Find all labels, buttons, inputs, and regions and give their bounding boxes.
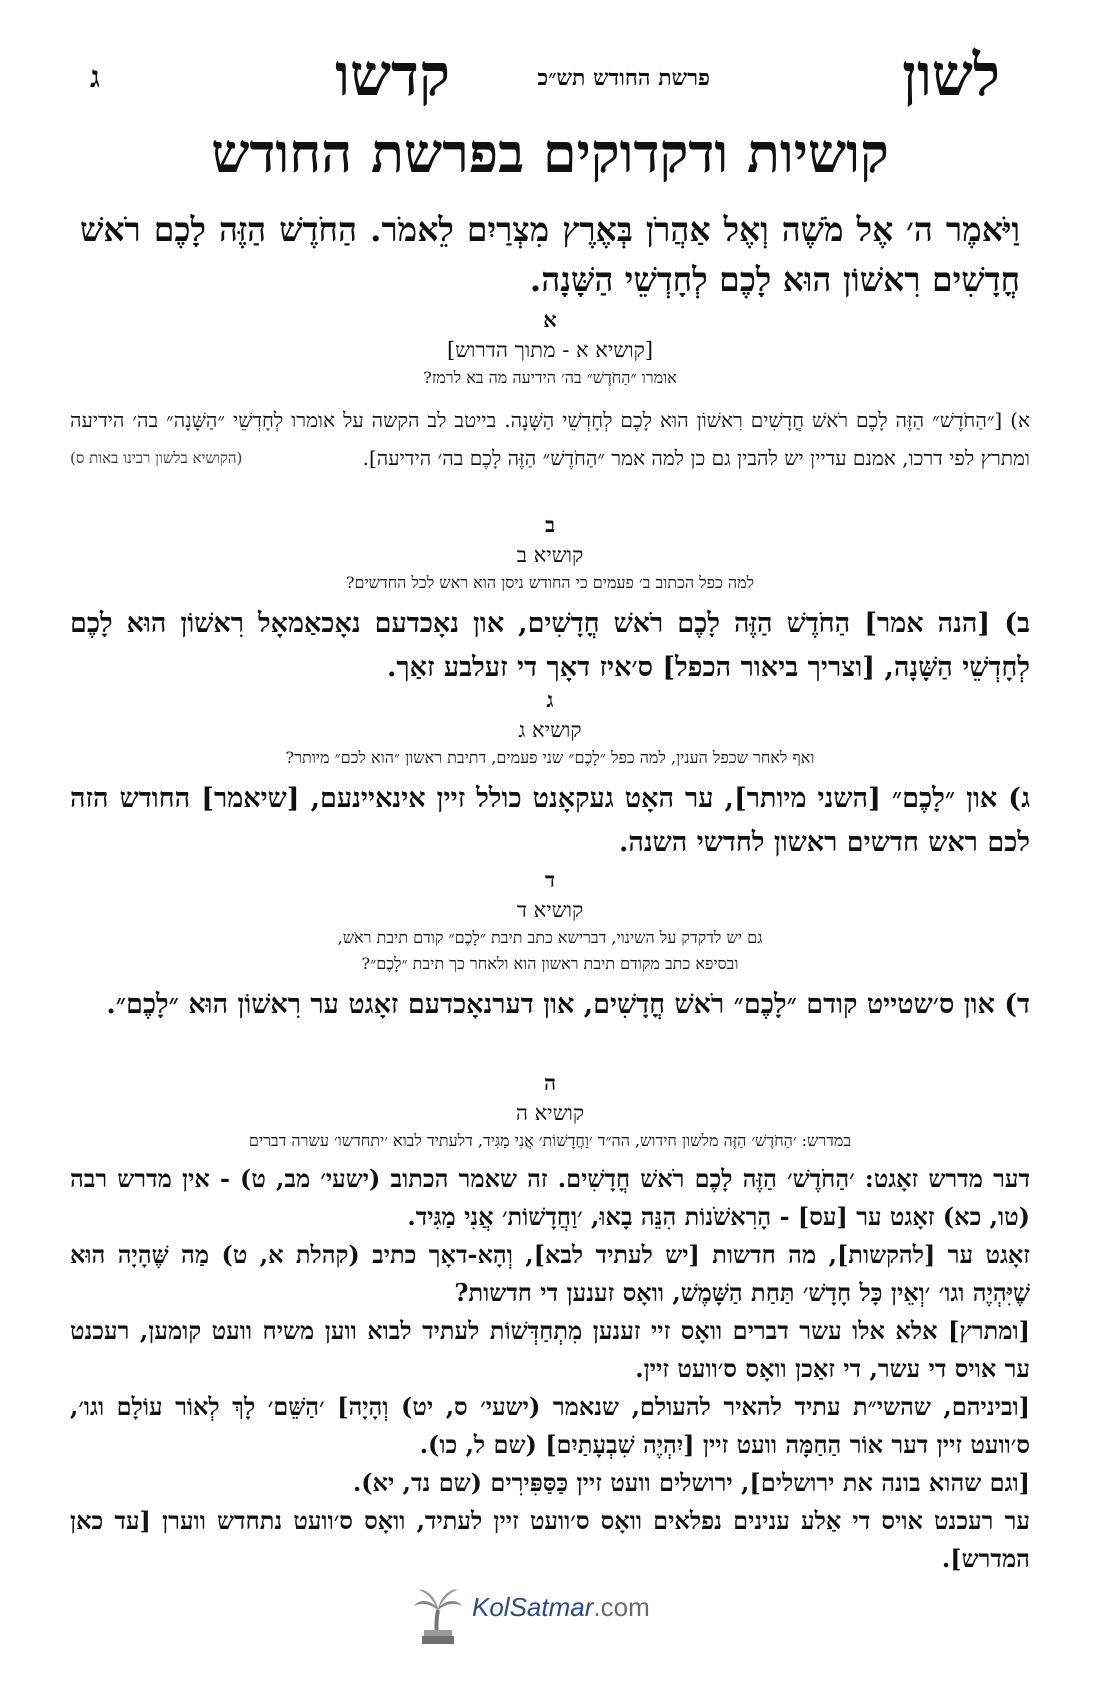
- section-letter: ב: [544, 512, 556, 537]
- verse-text: וַיֹּאמֶר ה׳ אֶל מֹשֶׁה וְאֶל אַהֲרֹן בְּאֶרֶץ מִצְרַיִם לֵאמֹר. הַחֹדֶשׁ הַזֶּה לָכֶם רֹאשׁ חֳדָשִׁים רִאשׁוֹן הוּא לָכֶם לְחָדְשֵׁי הַשָּׁנָה.: [80, 210, 1020, 299]
- section-e: [70, 1068, 1030, 1578]
- section-heading: קושיא ב: [516, 543, 584, 567]
- header-word-right: לשון: [902, 41, 1000, 109]
- page-header: [60, 40, 1040, 110]
- section-question: גם יש לדקדק על השינוי, דברישא כתב תיבת ״לָכֶם״ קודם תיבת ראֹש,: [337, 928, 763, 947]
- section-heading: קושיא ד: [516, 898, 584, 922]
- section-body: [70, 401, 1030, 477]
- header-subtitle: פרשת החודש תש״כ: [537, 65, 710, 91]
- page-title: קושיות ודקדוקים בפרשת החודש: [211, 121, 889, 185]
- header-word-left: קדשו: [335, 41, 450, 109]
- section-heading: [קושיא א - מתוך הדרוש]: [446, 338, 654, 362]
- page-number: ג: [90, 60, 100, 95]
- section-heading: קושיא ה: [515, 1101, 585, 1125]
- palm-tree-book-icon: [410, 1580, 466, 1646]
- midrash-paragraph: [וגם שהוא בונה את ירושלים], ירושלים וועט זיין כַּסַּפִּירִים (שם נד, יא).: [352, 1468, 1030, 1497]
- logo-brand: KolSatmar: [472, 1592, 594, 1622]
- site-logo: [410, 1580, 670, 1650]
- midrash-paragraph: דער מדרש זאָגט: ׳הַחֹדֶשׁ׳ הַזֶּה לָכֶם רֹאשׁ חֳדָשִׁים. זה שאמר הכתוב (ישעי׳ מב, ט) - אין מדרש רבה (טו, כא) זאָגט ער [עס] - הָרִאשֹׁנוֹת הִנֵּה בָאוּ, ׳וַחֲדָשׁוֹת׳ אֲנִי מַגִּיד.: [70, 1164, 1030, 1231]
- logo-text: [472, 1592, 650, 1623]
- midrash-paragraph: ער רעכנט אויס די אַלע ענינים נפלאים וואָס ס׳וועט זיין לעתיד, וואָס ס׳וועט נתחדש ווערן [עד כאן המדרש].: [70, 1506, 1030, 1573]
- section-body: ב) [הנה אמר] הַחֹדֶשׁ הַזֶּה לָכֶם רֹאשׁ חֳדָשִׁים, און נאָכדעם נאָכאַמאָל רִאשׁוֹן הוּא לָכֶם לְחָדְשֵׁי הַשָּׁנָה, [וצריך ביאור הכפל] ס׳איז דאָך די זעלבע זאַך.: [70, 608, 1030, 683]
- section-body: [70, 1160, 1030, 1578]
- section-a: [70, 305, 1030, 477]
- section-letter: ה: [543, 1070, 557, 1095]
- section-body: ד) און ס׳שטייט קודם ״לָכֶם״ רֹאשׁ חֳדָשִׁים, און דערנאָכדעם זאָגט ער רִאשׁוֹן הוּא ״לָכֶם״.: [106, 989, 1030, 1020]
- midrash-paragraph: [ומתרץ] אלא אלו עשר דברים וואָס זיי זענען מִתְחַדְּשׁוֹת לעתיד לבוא ווען משיח וועט קומען, רעכנט ער אויס די עשר, די זאַכן וואָס ס׳וועט זיין.: [70, 1316, 1030, 1383]
- section-question: אומרו ״הַחֹדֶשׁ״ בה׳ הידיעה מה בא לרמז?: [423, 368, 677, 387]
- section-d: [70, 865, 1030, 1027]
- midrash-paragraph: [וביניהם, שהשי״ת עתיד להאיר להעולם, שנאמר (ישעי׳ ס, יט) וְהָיָה] ׳הַשֵּׁם׳ לָךְ לְאוֹר עוֹלָם וגו׳, ס׳וועט זיין דער אוֹר הַחַמָּה וועט זיין [יִהְיֶה שִׁבְעָתַיִם] (שם ל, כו).: [70, 1392, 1030, 1459]
- section-question: למה כפל הכתוב ב׳ פעמים כי החודש ניסן הוא ראש לכל החדשים?: [345, 573, 755, 592]
- section-question-2: ובסיפא כתב מקודם תיבת ראשון הוא ולאחר כך תיבת ״לָכֶם״?: [361, 954, 739, 973]
- logo-suffix: .com: [593, 1592, 650, 1622]
- section-c: [70, 685, 1030, 865]
- section-question: ואף לאחר שכפל הענין, למה כפל ״לָכֶם״ שני פעמים, דתיבת ראשון ״הוא לכם״ מיותר?: [285, 748, 815, 767]
- section-letter: ד: [544, 867, 556, 892]
- section-letter: א: [543, 307, 557, 332]
- section-heading: קושיא ג: [518, 718, 582, 742]
- section-body: ג) און ״לָכֶם״ [השני מיותר], ער האָט געקאָנט כולל זיין אינאיינעם, [שיאמר] החודש הזה לכם ראש חדשים ראשון לחדשי השנה.: [70, 783, 1030, 858]
- section-body-text: א) [״הַחֹדֶשׁ״ הַזֶּה לָכֶם רֹאשׁ חֳדָשִׁים רִאשׁוֹן הוּא לָכֶם לְחָדְשֵׁי הַשָּׁנָה. בייטב לב הקשה על אומרו לְחָדְשֵׁי ״הַשָּׁנָה״ בה׳ הידיעה ומתרץ לפי דרכו, אמנם עדיין יש להבין גם כן למה אמר ״הַחֹדֶשׁ״ הַזֶּה לָכֶם בה׳ הידיעה].: [70, 408, 1030, 470]
- midrash-paragraph: זאָגט ער [להקשות], מה חדשות [יש לעתיד לבא], וְהָא-דאָך כתיב (קהלת א, ט) מַה שֶּׁהָיָה הוּא שֶׁיִּהְיֶה וגו׳ ׳וְאֵין כָּל חָדָשׁ׳ תַּחַת הַשָּׁמֶשׁ, וואָס זענען די חדשות?: [70, 1240, 1030, 1307]
- section-note: (הקושיא בלשון רבינו באות ס): [70, 449, 243, 467]
- section-letter: ג: [546, 687, 554, 712]
- section-question: במדרש: ׳הַחֹדֶשׁ׳ הַזֶּה מלשון חידוש, הה״ד ׳וַחֲדָשׁוֹת׳ אֲנִי מַגִּיד, דלעתיד לבוא ׳יתחדשו׳ עשרה דברים: [248, 1131, 852, 1150]
- section-b: [70, 510, 1030, 690]
